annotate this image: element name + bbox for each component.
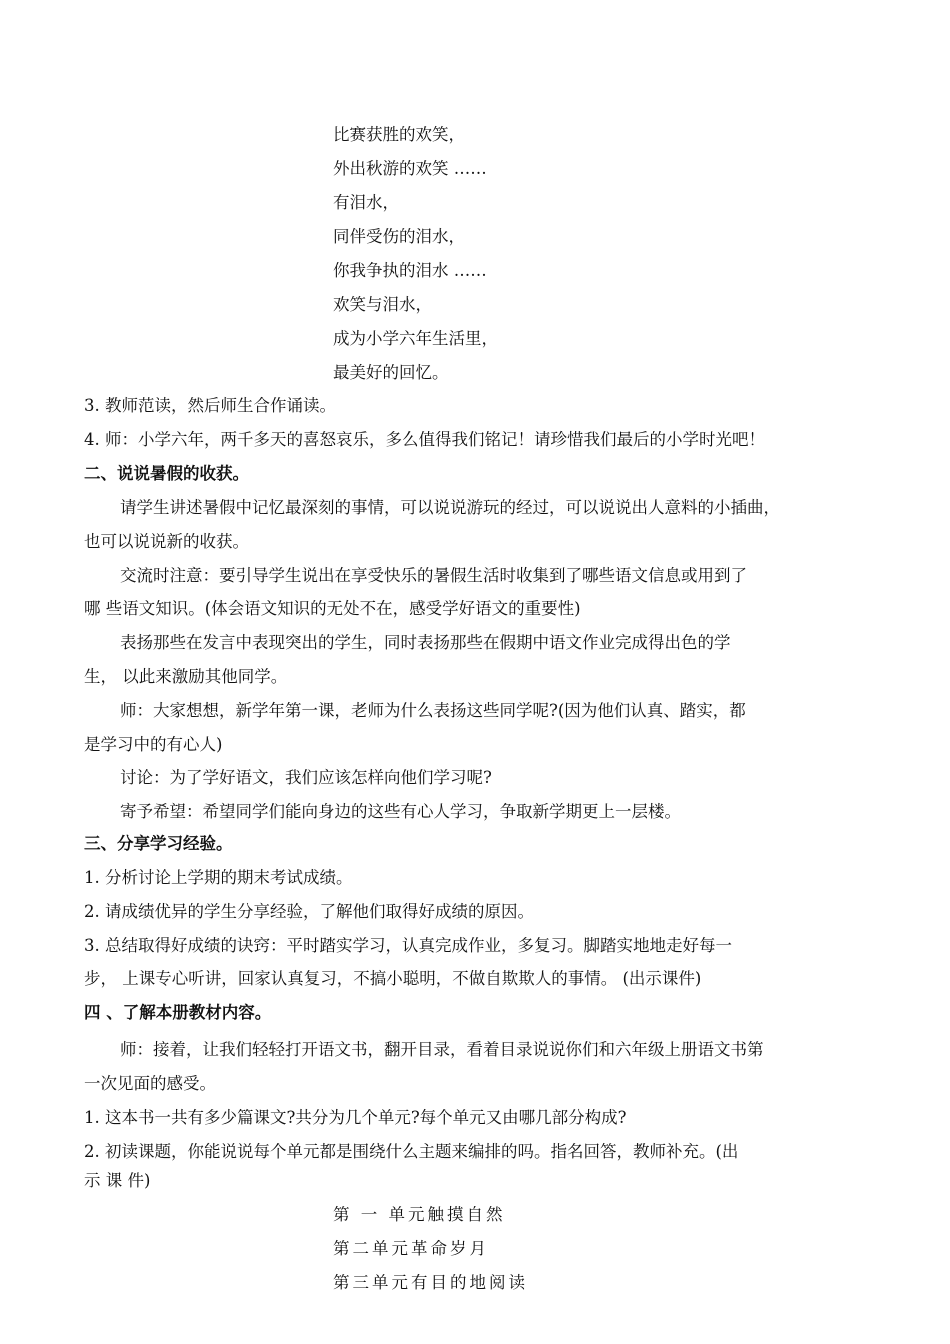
list-item: 1. 分析讨论上学期的期末考试成绩。 [84,868,353,887]
list-item: 示 课 件) [84,1171,151,1190]
poem-line: 外出秋游的欢笑 …… [333,159,487,178]
poem-line: 有泪水， [333,193,399,212]
poem-line: 同伴受伤的泪水， [333,227,465,246]
poem-line: 最美好的回忆。 [333,363,449,382]
section-heading: 二、说说暑假的收获。 [84,464,249,483]
paragraph-line: 师：大家想想，新学年第一课，老师为什么表扬这些同学呢?(因为他们认真、踏实，都 [120,701,746,720]
list-item: 步， 上课专心听讲，回家认真复习，不搞小聪明，不做自欺欺人的事情。 (出示课件) [84,969,702,988]
unit-title: 第二单元革命岁月 [333,1239,489,1258]
paragraph-line: 是学习中的有心人) [84,735,223,754]
paragraph-line: 请学生讲述暑假中记忆最深刻的事情，可以说说游玩的经过，可以说说出人意料的小插曲， [120,498,780,517]
list-item: 4. 师：小学六年，两千多天的喜怒哀乐，多么值得我们铭记！请珍惜我们最后的小学时光吧！ [84,430,765,449]
section-heading: 四 、了解本册教材内容。 [84,1003,272,1022]
paragraph-line: 寄予希望：希望同学们能向身边的这些有心人学习，争取新学期更上一层楼。 [120,802,681,821]
section-heading: 三、分享学习经验。 [84,834,233,853]
paragraph-line: 师：接着，让我们轻轻打开语文书，翻开目录，看着目录说说你们和六年级上册语文书第 [120,1040,764,1059]
paragraph-line: 表扬那些在发言中表现突出的学生，同时表扬那些在假期中语文作业完成得出色的学 [120,633,731,652]
unit-title: 第 一 单元触摸自然 [333,1205,506,1224]
list-item: 2. 请成绩优异的学生分享经验，了解他们取得好成绩的原因。 [84,902,534,921]
paragraph-line: 生， 以此来激励其他同学。 [84,667,288,686]
list-item: 3. 总结取得好成绩的诀窍：平时踏实学习，认真完成作业，多复习。脚踏实地地走好每一 [84,936,732,955]
list-item: 1. 这本书一共有多少篇课文?共分为几个单元?每个单元又由哪几部分构成? [84,1108,627,1127]
paragraph-line: 也可以说说新的收获。 [84,532,249,551]
unit-title: 第三单元有目的地阅读 [333,1273,528,1292]
list-item: 3. 教师范读，然后师生合作诵读。 [84,396,336,415]
paragraph-line: 哪 些语文知识。(体会语文知识的无处不在，感受学好语文的重要性) [84,599,581,618]
paragraph-line: 一次见面的感受。 [84,1074,216,1093]
poem-line: 比赛获胜的欢笑， [333,125,465,144]
list-item: 2. 初读课题，你能说说每个单元都是围绕什么主题来编排的吗。指名回答，教师补充。(出 [84,1142,739,1161]
paragraph-line: 讨论：为了学好语文，我们应该怎样向他们学习呢? [120,768,492,787]
poem-line: 欢笑与泪水， [333,295,432,314]
poem-line: 成为小学六年生活里， [333,329,498,348]
paragraph-line: 交流时注意：要引导学生说出在享受快乐的暑假生活时收集到了哪些语文信息或用到了 [120,566,747,585]
poem-line: 你我争执的泪水 …… [333,261,487,280]
